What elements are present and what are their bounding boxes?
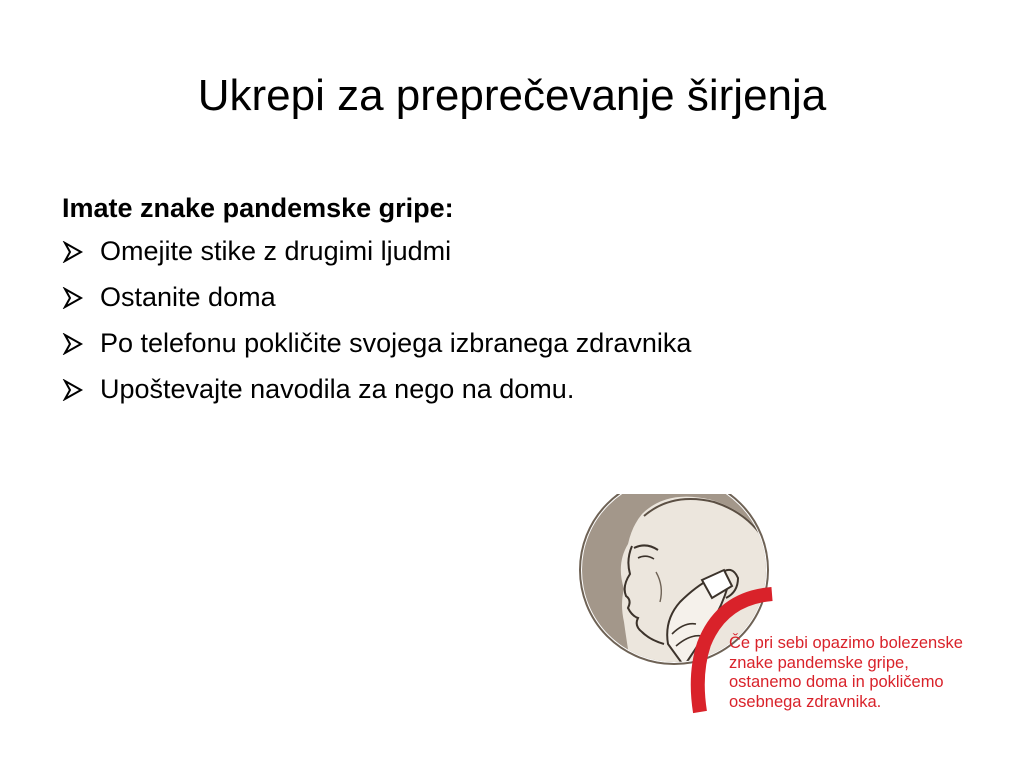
- arrowhead-bullet-icon: [62, 379, 84, 401]
- bullet-text: Upoštevajte navodila za nego na domu.: [100, 374, 575, 404]
- list-item: [62, 372, 762, 406]
- arrowhead-bullet-icon: [62, 287, 84, 309]
- list-item: [62, 326, 740, 360]
- list-item: [62, 234, 762, 268]
- arrowhead-bullet-icon: [62, 333, 84, 355]
- bullet-text: Omejite stike z drugimi ljudmi: [100, 236, 452, 266]
- content-body: [62, 186, 762, 406]
- illustration-caption: [729, 634, 1024, 712]
- caption-line: osebnega zdravnika.: [729, 692, 882, 711]
- caption-line: ostanemo doma in pokličemo: [729, 673, 944, 691]
- slide-title: Ukrepi za preprečevanje širjenja: [197, 71, 827, 120]
- bullet-list: [62, 234, 762, 406]
- arrowhead-bullet-icon: [62, 241, 84, 263]
- list-item: [62, 280, 762, 314]
- caption-line: znake pandemske gripe,: [729, 653, 909, 672]
- content-heading: Imate znake pandemske gripe:: [62, 193, 454, 223]
- bullet-text: Po telefonu pokličite svojega izbranega zdravnika: [100, 328, 692, 358]
- bullet-text: Ostanite doma: [100, 282, 276, 312]
- caption-line: Če pri sebi opazimo bolezenske: [729, 634, 963, 652]
